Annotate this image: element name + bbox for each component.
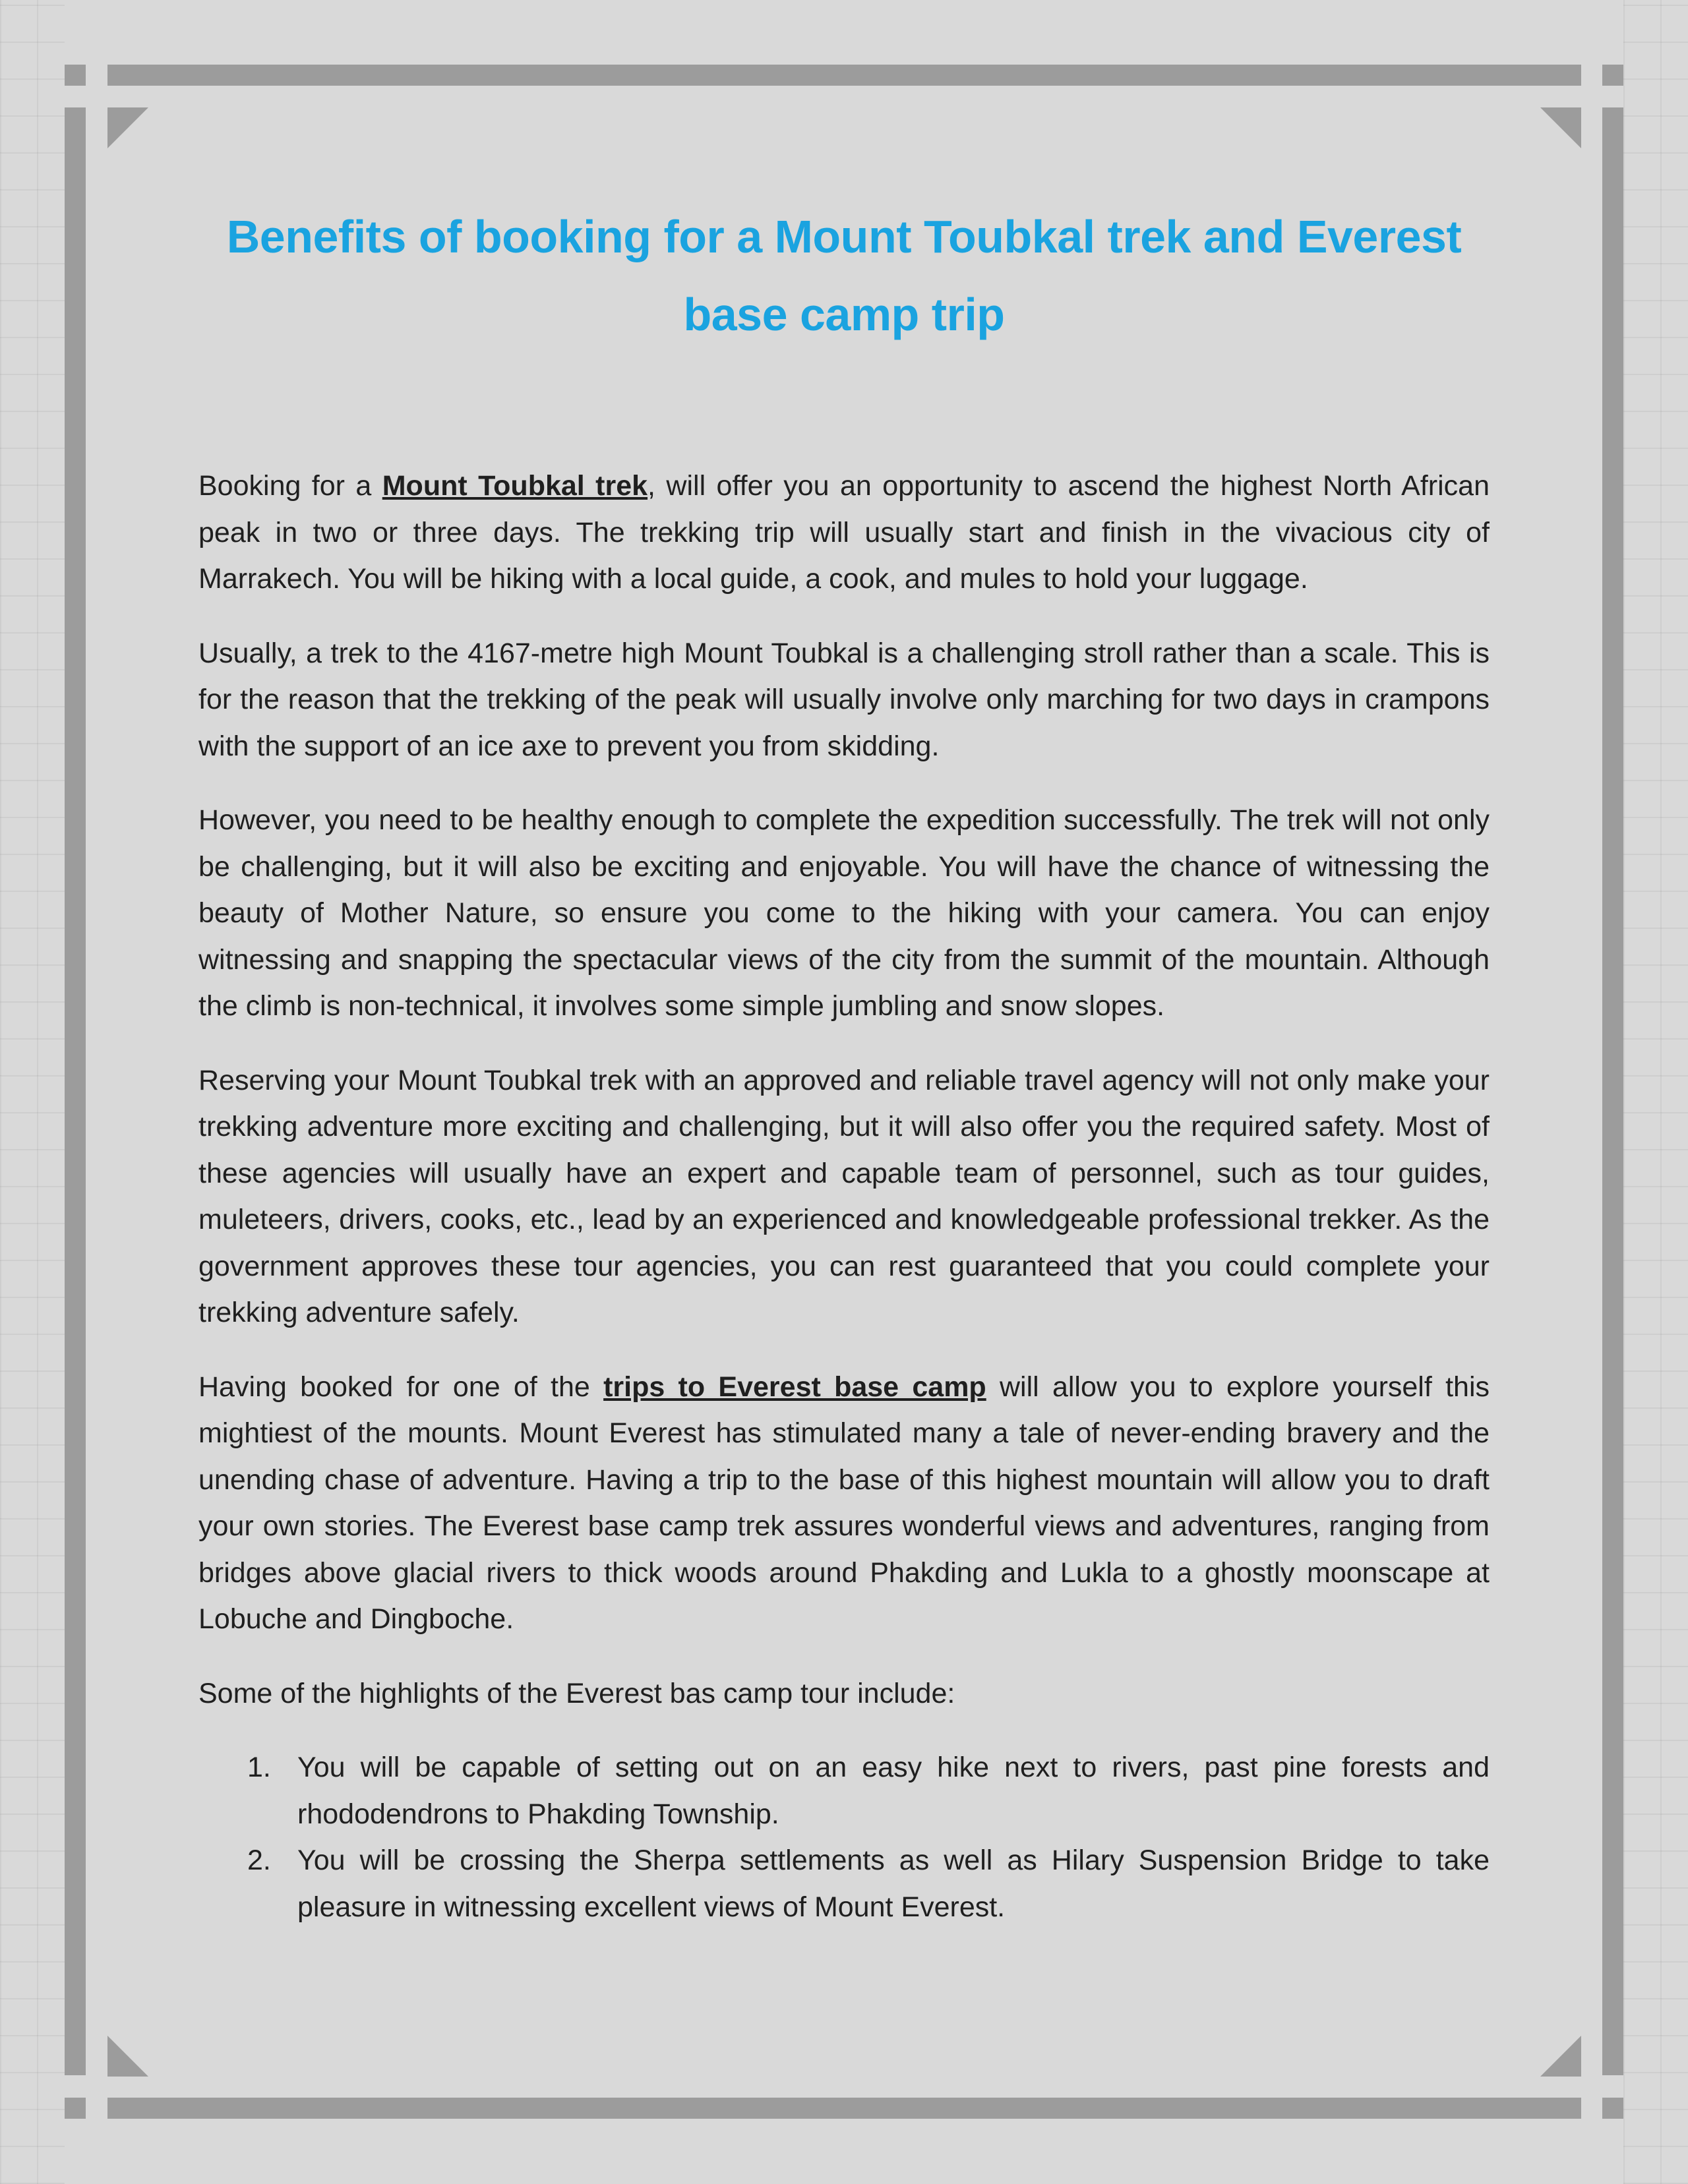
paragraph-1: [198, 463, 1490, 603]
paragraph-6: Some of the highlights of the Everest bas camp tour include:: [198, 1677, 955, 1709]
frame-corner-square-bottom-left: [65, 2098, 86, 2119]
paragraph-3: However, you need to be healthy enough to complete the expedition successfully. The trek will not only be challenging, but it will also be exciting and enjoyable. You will have the chance of witnessing the beauty of Mother Nature, so ensure you come to the hiking with your camera. You can enjoy witnessing and snapping the spectacular views of the city from the summit of the mountain. Although the climb is non-technical, it involves some simple jumbling and snow slopes.: [198, 804, 1490, 1022]
list-item-text: You will be capable of setting out on an easy hike next to rivers, past pine forests and rhododendrons to Phakding Township.: [297, 1752, 1490, 1830]
highlights-list: [198, 1744, 1490, 1930]
frame-corner-triangle-bottom-left: [107, 2036, 148, 2077]
paragraph-text: Booking for a: [198, 470, 382, 502]
frame-border-right: [1602, 107, 1623, 2075]
list-item-number: 2.: [247, 1845, 271, 1876]
paragraph-5: [198, 1364, 1490, 1643]
frame-border-top: [107, 65, 1581, 86]
list-item: [198, 1744, 1490, 1837]
list-item-number: 1.: [247, 1752, 271, 1783]
paragraph-text: will allow you to explore yourself this mightiest of the mounts. Mount Everest has stimulated many a tale of never-ending bravery and the unending chase of adventure. Having a trip to the base of this highest mountain will allow you to draft your own stories. The Everest base camp trek assures wonderful views and adventures, ranging from bridges above glacial rivers to thick woods around Phakding and Lukla to a ghostly moonscape at Lobuche and Dingboche.: [198, 1371, 1490, 1635]
frame-border-left: [65, 107, 86, 2075]
list-item: [198, 1837, 1490, 1930]
mount-toubkal-trek-link[interactable]: Mount Toubkal trek: [382, 470, 648, 502]
frame-grid-left: [0, 0, 65, 2184]
frame-border-bottom: [107, 2098, 1581, 2119]
frame-corner-triangle-top-left: [107, 107, 148, 148]
frame-grid-right: [1623, 0, 1688, 2184]
frame-corner-triangle-bottom-right: [1540, 2036, 1581, 2077]
paragraph-text: , will offer you an opportunity to ascend the highest North African peak in two or three days. The trekking trip will usually start and finish in the vivacious city of Marrakech. You will be hiking with a local guide, a cook, and mules to hold your luggage.: [198, 470, 1490, 595]
document-body: [198, 463, 1490, 1930]
frame-corner-square-top-left: [65, 65, 86, 86]
paragraph-4: Reserving your Mount Toubkal trek with an approved and reliable travel agency will not only make your trekking adventure more exciting and challenging, but it will also offer you the required safety. Most of these agencies will usually have an expert and capable team of personnel, such as tour guides, muleteers, drivers, cooks, etc., lead by an experienced and knowledgeable professional trekker. As the government approves these tour agencies, you can rest guaranteed that you could complete your trekking adventure safely.: [198, 1064, 1490, 1328]
document-content: [198, 198, 1490, 1930]
frame-corner-triangle-top-right: [1540, 107, 1581, 148]
frame-corner-square-bottom-right: [1602, 2098, 1623, 2119]
frame-corner-square-top-right: [1602, 65, 1623, 86]
paragraph-text: Having booked for one of the: [198, 1371, 604, 1403]
list-item-text: You will be crossing the Sherpa settlements as well as Hilary Suspension Bridge to take pleasure in witnessing excellent views of Mount Everest.: [297, 1845, 1490, 1923]
document-title: Benefits of booking for a Mount Toubkal trek and Everest base camp trip: [226, 211, 1462, 340]
everest-base-camp-link[interactable]: trips to Everest base camp: [603, 1371, 986, 1403]
paragraph-2: Usually, a trek to the 4167-metre high Mount Toubkal is a challenging stroll rather than a scale. This is for the reason that the trekking of the peak will usually involve only marching for two days in crampons with the support of an ice axe to prevent you from skidding.: [198, 637, 1490, 762]
